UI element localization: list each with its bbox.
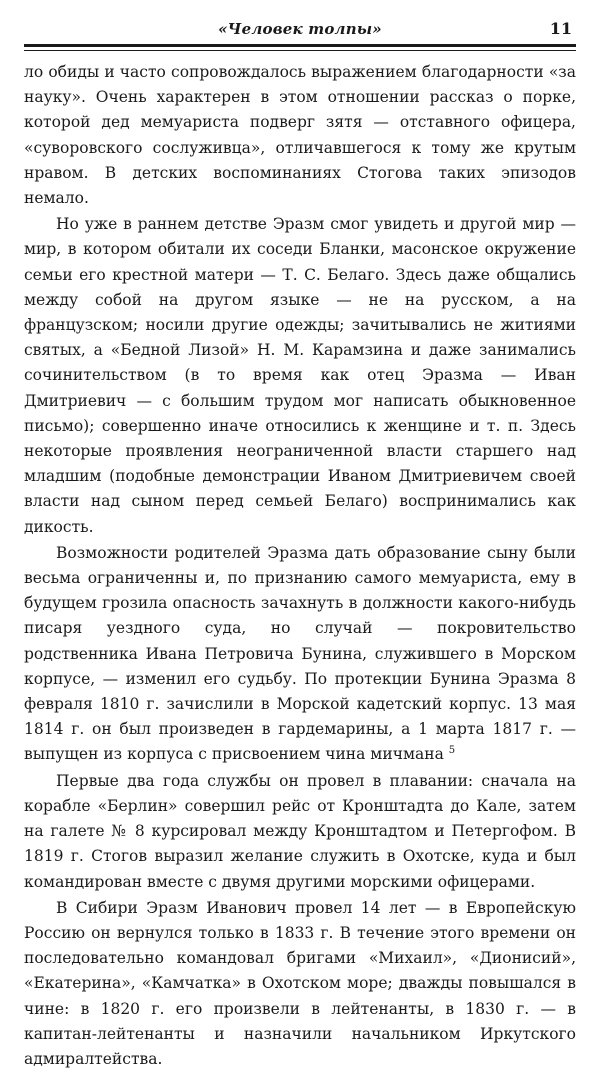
- running-header: [24, 14, 576, 46]
- paragraph: [24, 769, 576, 895]
- paragraph-text: ло обиды и часто сопровождалось выражением благодарности «за науку». Очень характерен в этом отношении рассказ о порке, которой дед мемуариста подверг зятя — отставного офицера, «суворовского сослуживца», отличавшегося к тому же крутым нравом. В детских воспоминаниях Стогова таких эпизодов немало.: [24, 63, 576, 208]
- running-title: «Человек толпы»: [218, 20, 382, 38]
- page-number: 11: [549, 19, 572, 38]
- header-rule-thin: [24, 50, 576, 51]
- footnote-marker: 5: [448, 745, 456, 757]
- paragraph-text: Но уже в раннем детстве Эразм смог увидеть и другой мир — мир, в котором обитали их соседи Бланки, масонское окружение семьи его крестной матери — Т. С. Белаго. Здесь даже общались между собой на другом языке — не на русском, а на французском; носили другие одежды; зачитывались не житиями святых, а «Бедной Лизой» Н. М. Карамзина и даже занимались сочинительством (в то время как отец Эразма — Иван Дмитриевич — с большим трудом мог написать обыкновенное письмо); совершенно иначе относились к женщине и т. п. Здесь некоторые проявления неограниченной власти старшего над младшим (подобные демонстрации Иваном Дмитриевичем своей власти над сыном перед семьей Белаго) воспринимались как дикость.: [24, 215, 576, 536]
- paragraph: [24, 60, 576, 211]
- paragraph: [24, 212, 576, 540]
- paragraph: [24, 896, 576, 1072]
- paragraph-text: Возможности родителей Эразма дать образование сыну были весьма ограниченны и, по признанию самого мемуариста, ему в будущем грозила опасность зачахнуть в должности какого-нибудь писаря уездного суда, но случай — покровительство родственника Ивана Петровича Бунина, служившего в Морском корпусе, — изменил его судьбу. По протекции Бунина Эразма 8 февраля 1810 г. зачислили в Морской кадетский корпус. 13 мая 1814 г. он был произведен в гардемарины, а 1 марта 1817 г. — выпущен из корпуса с присвоением чина мичмана: [24, 543, 576, 764]
- paragraph-text: Первые два года службы он провел в плавании: сначала на корабле «Берлин» совершил рейс от Кронштадта до Кале, затем на галете № 8 курсировал между Кронштадтом и Петергофом. В 1819 г. Стогов выразил желание служить в Охотске, куда и был командирован вместе с двумя другими морскими офицерами.: [24, 771, 576, 891]
- paragraph: [24, 541, 576, 768]
- body-text: [24, 60, 576, 1073]
- header-rule-thick: [24, 44, 576, 47]
- paragraph-text: В Сибири Эразм Иванович провел 14 лет — в Европейскую Россию он вернулся только в 1833 г. В течение этого времени он последовательно командовал бригами «Михаил», «Дионисий», «Екатерина», «Камчатка» в Охотском море; дважды повышался в чине: в 1820 г. его произвели в лейтенанты, в 1830 г. — в капитан-лейтенанты и назначили начальником Иркутского адмиралтейства.: [24, 898, 576, 1068]
